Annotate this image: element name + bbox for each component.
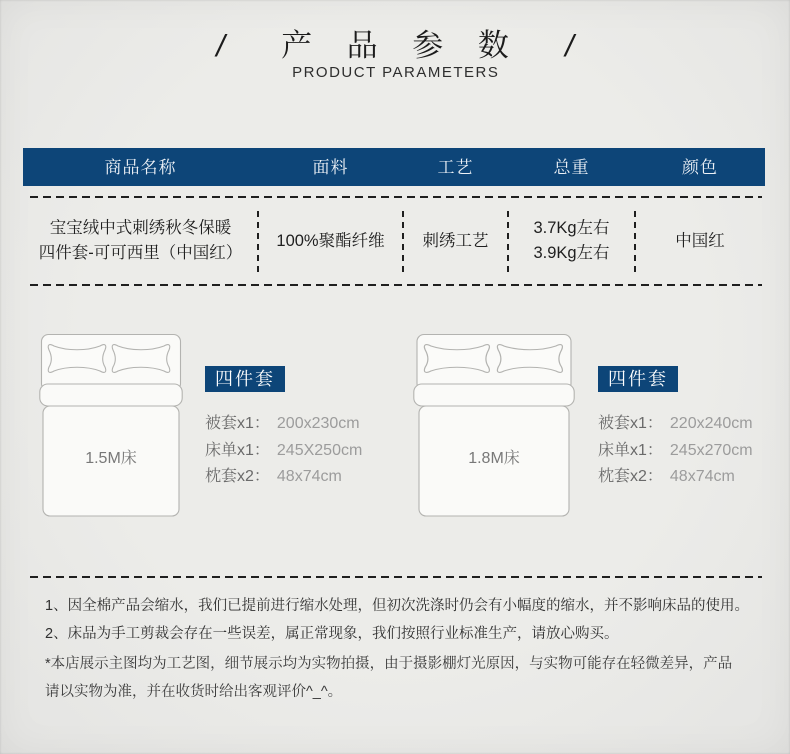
set2-spec-duvet bbox=[598, 411, 773, 438]
page-subtitle: PRODUCT PARAMETERS bbox=[292, 64, 500, 81]
spec-table-header bbox=[23, 148, 765, 186]
title-left-slash: / bbox=[216, 28, 238, 63]
column-divider-1 bbox=[257, 211, 259, 273]
set1-spec-pillowcase bbox=[205, 464, 380, 491]
set1-spec-sheet-label: 床单x1： bbox=[205, 441, 270, 459]
set1-badge: 四件套 bbox=[205, 366, 285, 392]
col-header-craft: 工艺 bbox=[437, 157, 474, 177]
column-divider-4 bbox=[634, 211, 636, 273]
cell-color: 中国红 bbox=[675, 231, 725, 250]
column-divider-3 bbox=[507, 211, 509, 273]
notes-list bbox=[45, 592, 755, 648]
set2-spec-pillowcase bbox=[598, 464, 773, 491]
column-divider-2 bbox=[402, 211, 404, 273]
disclaimer-text: *本店展示主图均为工艺图，细节展示均为实物拍摄，由于摄影棚灯光原因，与实物可能存在轻微差异，产品请以实物为准，并在收货时给出客观评价^_^。 bbox=[45, 656, 733, 700]
page-title bbox=[0, 20, 790, 65]
title-right-slash: / bbox=[565, 28, 587, 63]
set2-spec-pillowcase-label: 枕套x2： bbox=[598, 468, 663, 485]
page-title-text: 产 品 参 数 bbox=[281, 28, 522, 63]
set1-specs bbox=[205, 411, 380, 491]
set2-badge: 四件套 bbox=[598, 366, 678, 392]
set2-spec-pillowcase-value: 48x74cm bbox=[669, 468, 735, 485]
weight-line1: 3.7Kg左右 bbox=[533, 219, 610, 237]
set1-spec-pillowcase-label: 枕套x2： bbox=[205, 468, 270, 485]
weight-line2: 3.9Kg左右 bbox=[533, 244, 610, 262]
set2-specs bbox=[598, 411, 773, 491]
set2-spec-sheet-value: 245x270cm bbox=[669, 441, 753, 459]
set2-spec-duvet-label: 被套x1： bbox=[598, 415, 663, 432]
product-name-line1: 宝宝绒中式刺绣秋冬保暖 bbox=[49, 219, 232, 237]
set1-spec-duvet bbox=[205, 411, 380, 438]
col-header-product-name: 商品名称 bbox=[104, 157, 177, 177]
bed1-sheet-band bbox=[40, 384, 182, 406]
set2-spec-sheet-label: 床单x1： bbox=[598, 441, 663, 459]
footnotes-dashed-divider bbox=[30, 576, 762, 578]
row-bottom-dashed-line bbox=[30, 284, 762, 286]
col-header-fabric: 面料 bbox=[312, 157, 349, 177]
col-header-color: 颜色 bbox=[682, 157, 718, 177]
set1-spec-duvet-value: 200x230cm bbox=[276, 415, 360, 432]
bed-diagram-1-5m bbox=[39, 332, 183, 518]
cell-weight bbox=[508, 216, 635, 266]
bed2-size-label: 1.8M床 bbox=[468, 450, 520, 467]
bed1-size-label: 1.5M床 bbox=[85, 450, 137, 467]
cell-fabric: 100%聚酯纤维 bbox=[276, 231, 385, 250]
set2-spec-sheet bbox=[598, 438, 773, 465]
set1-spec-sheet bbox=[205, 438, 380, 465]
set2-spec-duvet-value: 220x240cm bbox=[669, 415, 753, 432]
product-name-line2: 四件套-可可西里（中国红） bbox=[38, 244, 243, 262]
bed-diagram-1-8m bbox=[413, 332, 575, 518]
cell-product-name bbox=[23, 216, 258, 266]
col-header-weight: 总重 bbox=[553, 157, 590, 177]
note-item-2: 2、床品为手工剪裁会存在一些误差，属正常现象，我们按照行业标准生产，请放心购买。 bbox=[45, 626, 619, 642]
set1-spec-duvet-label: 被套x1： bbox=[205, 415, 270, 432]
spec-table-row bbox=[23, 197, 765, 285]
set1-spec-sheet-value: 245X250cm bbox=[276, 441, 363, 459]
cell-craft: 刺绣工艺 bbox=[422, 231, 489, 250]
bed2-sheet-band bbox=[414, 384, 574, 406]
note-item-1: 1、因全棉产品会缩水，我们已提前进行缩水处理，但初次洗涤时仍会有小幅度的缩水，并不影响床品的使用。 bbox=[45, 598, 750, 614]
set1-spec-pillowcase-value: 48x74cm bbox=[276, 468, 342, 485]
